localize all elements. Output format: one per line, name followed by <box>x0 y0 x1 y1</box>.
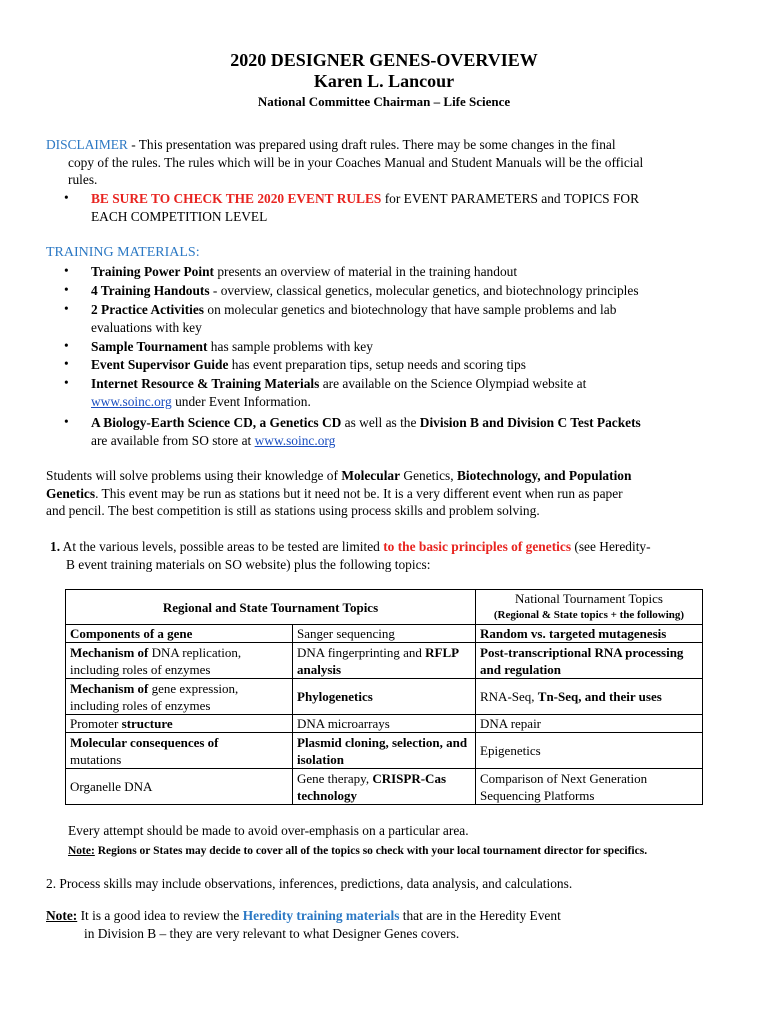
header-national-title: National Tournament Topics <box>515 591 663 606</box>
table-cell: Sanger sequencing <box>293 625 476 643</box>
topics-table <box>65 589 703 805</box>
cell-bold: Tn-Seq, and their uses <box>537 689 662 704</box>
b3-bold: 2 Practice Activities <box>91 302 205 317</box>
bullet-icon: • <box>64 414 69 429</box>
table-cell <box>66 679 293 715</box>
intro-text: Students will solve problems using their knowledge of <box>46 468 342 483</box>
item-2: 2. Process skills may include observations, inferences, predictions, data analysis, and calculations. <box>46 876 573 891</box>
header-national-sub: (Regional & State topics + the following) <box>493 609 685 621</box>
b7-bold1: A Biology-Earth Science CD, a Genetics CD <box>91 415 342 430</box>
table-cell <box>476 625 703 643</box>
author-role: National Committee Chairman – Life Science <box>257 94 511 109</box>
cell-bold: Molecular consequences of <box>70 734 219 750</box>
table-cell: Epigenetics <box>476 733 703 769</box>
b4-bold: Sample Tournament <box>91 339 208 354</box>
training-bullet-2 <box>91 282 736 300</box>
item-text2: B event training materials on SO website) plus the following topics: <box>66 556 431 572</box>
cell-text: Plasmid cloning, selection, and isolation <box>297 734 468 767</box>
table-cell <box>66 715 293 733</box>
intro-text: and pencil. The best competition is still as stations using process skills and problem solving. <box>46 503 540 518</box>
cell-text: Components of a gene <box>70 626 193 641</box>
cell-text: Promoter <box>70 716 122 731</box>
document-title: 2020 DESIGNER GENES-OVERVIEW <box>230 50 538 70</box>
table-row <box>66 715 703 733</box>
header-regional: Regional and State Tournament Topics <box>66 590 476 625</box>
table-cell <box>293 679 476 715</box>
cell-text: RNA-Seq, <box>480 689 538 704</box>
cell-text: gene expression, including roles of enzymes <box>70 680 239 713</box>
cell-text: mutations <box>70 751 122 767</box>
table-cell: DNA microarrays <box>293 715 476 733</box>
training-bullet-7 <box>91 414 736 449</box>
final-note <box>46 907 746 942</box>
disclaimer-line3: rules. <box>68 172 98 187</box>
rules-check-bullet <box>91 190 736 225</box>
b4-text: has sample problems with key <box>207 339 373 354</box>
b1-bold: Training Power Point <box>91 264 214 279</box>
cell-text: DNA replication, including roles of enzymes <box>70 644 242 677</box>
bullet-icon: • <box>64 190 69 205</box>
item-text: (see Heredity- <box>571 539 651 554</box>
item-text: At the various levels, possible areas to be tested are limited <box>60 539 384 554</box>
header-national <box>476 590 703 625</box>
table-cell <box>293 643 476 679</box>
bullet-icon: • <box>64 375 69 390</box>
rules-check-red: BE SURE TO CHECK THE 2020 EVENT RULES <box>91 191 382 206</box>
cell-text: Random vs. targeted mutagenesis <box>480 626 667 641</box>
training-bullet-3 <box>91 301 736 336</box>
table-row <box>66 643 703 679</box>
cell-bold: Mechanism of <box>70 680 149 696</box>
rules-check-text: for EVENT PARAMETERS and TOPICS FOR <box>381 191 640 206</box>
regions-note <box>68 841 758 861</box>
table-cell <box>66 733 293 769</box>
item-1 <box>50 538 750 573</box>
training-heading: TRAINING MATERIALS: <box>46 245 200 260</box>
b2-bold: 4 Training Handouts <box>91 283 210 298</box>
cell-bold: CRISPR-Cas technology <box>297 770 446 803</box>
bullet-icon: • <box>64 338 69 353</box>
cell-text: Post-transcriptional RNA processing and regulation <box>480 644 684 677</box>
intro-text: Genetics, <box>400 468 457 483</box>
intro-bold: Genetics <box>46 485 96 501</box>
bullet-icon: • <box>64 356 69 371</box>
training-bullet-5 <box>91 356 736 374</box>
cell-text: Gene therapy, <box>297 770 373 786</box>
table-cell <box>293 769 476 805</box>
b6-bold: Internet Resource & Training Materials <box>91 376 320 391</box>
b3-text2: evaluations with key <box>91 319 202 335</box>
table-row <box>66 625 703 643</box>
b6-text: are available on the Science Olympiad website at <box>319 376 587 391</box>
b7-bold2: Division B and Division C Test Packets <box>419 415 641 430</box>
table-row <box>66 769 703 805</box>
disclaimer-line2: copy of the rules. The rules which will be in your Coaches Manual and Student Manuals will be the official <box>68 155 644 170</box>
training-bullet-6 <box>91 375 736 410</box>
table-cell: DNA repair <box>476 715 703 733</box>
cell-text: DNA fingerprinting and <box>297 644 426 660</box>
b7-mid: as well as the <box>341 415 420 430</box>
b3-text: on molecular genetics and biotechnology that have sample problems and lab <box>204 302 617 317</box>
table-cell <box>476 679 703 715</box>
bullet-icon: • <box>64 301 69 316</box>
intro-bold: Molecular <box>341 468 401 483</box>
rules-check-text2: EACH COMPETITION LEVEL <box>91 208 268 224</box>
final-note-text: that are in the Heredity Event <box>399 908 561 923</box>
b5-bold: Event Supervisor Guide <box>91 357 229 372</box>
table-cell <box>66 625 293 643</box>
table-row <box>66 679 703 715</box>
b7-text2: are available from SO store at <box>91 432 255 448</box>
intro-text: . This event may be run as stations but it need not be. It is a very different event when run as paper <box>95 485 623 501</box>
emphasis-line: Every attempt should be made to avoid over-emphasis on a particular area. <box>68 823 469 838</box>
table-cell: Organelle DNA <box>66 769 293 805</box>
table-cell <box>476 643 703 679</box>
table-cell <box>293 733 476 769</box>
cell-text: Phylogenetics <box>297 689 373 704</box>
cell-bold: RFLP analysis <box>297 644 459 677</box>
disclaimer-text: - This presentation was prepared using draft rules. There may be some changes in the final <box>127 137 616 152</box>
final-note-text2: in Division B – they are very relevant to what Designer Genes covers. <box>84 925 460 941</box>
soinc-link[interactable]: www.soinc.org <box>91 393 172 409</box>
item-red-text: to the basic principles of genetics <box>383 539 572 554</box>
b6-text2: under Event Information. <box>171 393 311 409</box>
bullet-icon: • <box>64 282 69 297</box>
final-note-text: It is a good idea to review the <box>77 908 243 923</box>
b5-text: has event preparation tips, setup needs and scoring tips <box>228 357 526 372</box>
intro-bold: Biotechnology, and Population <box>456 468 632 483</box>
table-cell <box>66 643 293 679</box>
final-note-label: Note: <box>46 908 78 923</box>
disclaimer-label: DISCLAIMER <box>46 137 128 152</box>
cell-bold: Mechanism of <box>70 644 149 660</box>
bullet-icon: • <box>64 263 69 278</box>
intro-paragraph <box>46 467 746 520</box>
b1-text: presents an overview of material in the training handout <box>214 264 518 279</box>
note-text: Regions or States may decide to cover all of the topics so check with your local tournament director for specifics. <box>94 845 648 857</box>
item-number: 1. <box>50 539 61 554</box>
table-row <box>66 733 703 769</box>
heredity-materials-text: Heredity training materials <box>242 908 400 923</box>
table-cell: Comparison of Next Generation Sequencing Platforms <box>476 769 703 805</box>
cell-bold: structure <box>121 716 173 731</box>
table-header-row <box>66 590 703 625</box>
b2-text: - overview, classical genetics, molecular genetics, and biotechnology principles <box>209 283 639 298</box>
note-label: Note: <box>68 845 95 857</box>
soinc-store-link[interactable]: www.soinc.org <box>254 432 336 448</box>
training-bullet-1 <box>91 263 736 281</box>
author-name: Karen L. Lancour <box>313 71 455 91</box>
training-bullet-4 <box>91 338 736 356</box>
disclaimer-line1 <box>46 136 746 154</box>
